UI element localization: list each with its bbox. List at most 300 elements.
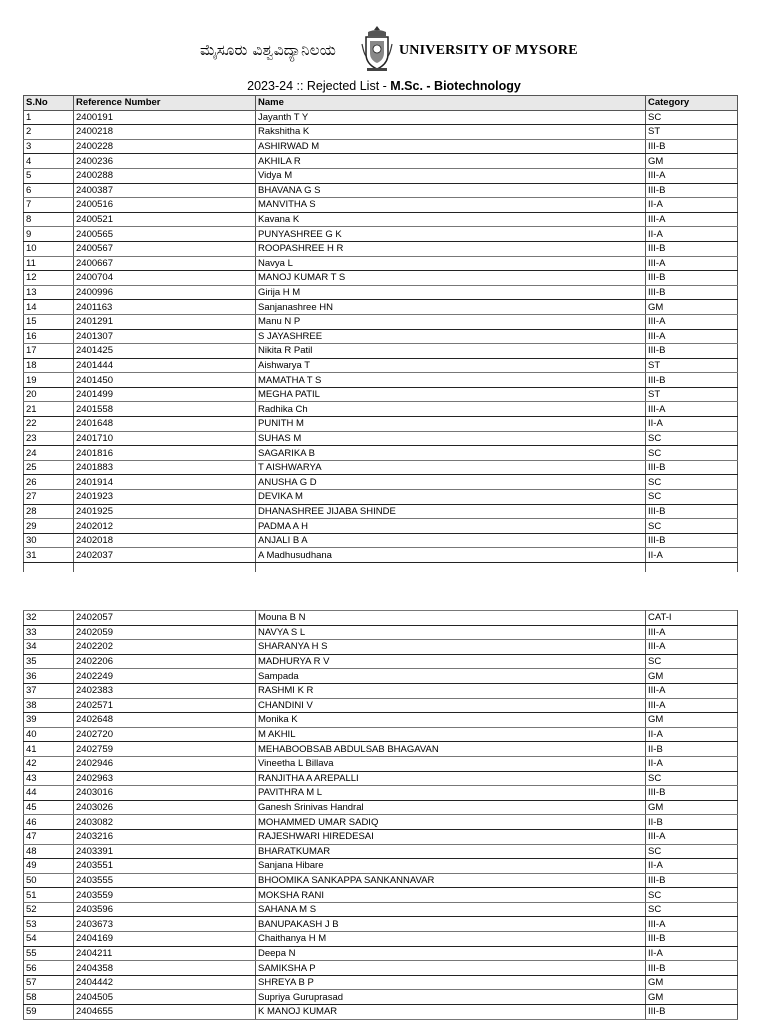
name-cell: Sampada	[256, 669, 646, 684]
category-cell: II-A	[646, 227, 738, 242]
category-cell: II-A	[646, 417, 738, 432]
category-cell: II-A	[646, 198, 738, 213]
reference-number-cell: 2404169	[74, 932, 256, 947]
sno-cell: 48	[24, 844, 74, 859]
sno-cell: 29	[24, 519, 74, 534]
category-cell: SC	[646, 902, 738, 917]
category-cell: III-B	[646, 241, 738, 256]
reference-number-cell: 2403216	[74, 829, 256, 844]
name-cell: RASHMI K R	[256, 683, 646, 698]
name-cell: A Madhusudhana	[256, 548, 646, 563]
category-cell: SC	[646, 446, 738, 461]
name-cell: Kavana K	[256, 212, 646, 227]
reference-number-cell: 2402206	[74, 654, 256, 669]
reference-number-cell: 2403016	[74, 786, 256, 801]
name-cell: BHAVANA G S	[256, 183, 646, 198]
category-cell: II-B	[646, 742, 738, 757]
reference-number-cell: 2401444	[74, 358, 256, 373]
sno-cell: 35	[24, 654, 74, 669]
category-cell: III-B	[646, 932, 738, 947]
table-row	[24, 932, 738, 947]
column-header-name: Name	[256, 96, 646, 111]
sno-cell: 30	[24, 533, 74, 548]
sno-cell: 4	[24, 154, 74, 169]
sno-cell: 26	[24, 475, 74, 490]
table-row	[24, 417, 738, 432]
sno-cell: 51	[24, 888, 74, 903]
reference-number-cell: 2401923	[74, 490, 256, 505]
name-cell: ASHIRWAD M	[256, 139, 646, 154]
table-row	[24, 683, 738, 698]
reference-number-cell: 2402759	[74, 742, 256, 757]
title-prefix: 2023-24 :: Rejected List -	[247, 79, 391, 93]
name-cell: MANVITHA S	[256, 198, 646, 213]
table-row	[24, 344, 738, 359]
name-cell: T AISHWARYA	[256, 460, 646, 475]
table-row	[24, 888, 738, 903]
name-cell: Vineetha L Billava	[256, 756, 646, 771]
table-row	[24, 490, 738, 505]
reference-number-cell: 2401710	[74, 431, 256, 446]
name-cell: S JAYASHREE	[256, 329, 646, 344]
table-row	[24, 800, 738, 815]
table-row	[24, 387, 738, 402]
table-row	[24, 504, 738, 519]
category-cell: SC	[646, 431, 738, 446]
category-cell: CAT-I	[646, 611, 738, 626]
name-cell: PADMA A H	[256, 519, 646, 534]
category-cell: SC	[646, 490, 738, 505]
sno-cell: 3	[24, 139, 74, 154]
name-cell: SUHAS M	[256, 431, 646, 446]
table-row	[24, 329, 738, 344]
title-program: M.Sc. - Biotechnology	[390, 79, 521, 93]
table-row	[24, 227, 738, 242]
table-row	[24, 212, 738, 227]
sno-cell: 54	[24, 932, 74, 947]
sno-cell: 28	[24, 504, 74, 519]
category-cell: III-A	[646, 314, 738, 329]
name-cell: ROOPASHREE H R	[256, 241, 646, 256]
table-row	[24, 917, 738, 932]
sno-cell: 5	[24, 168, 74, 183]
reference-number-cell: 2403596	[74, 902, 256, 917]
category-cell: SC	[646, 771, 738, 786]
sno-cell: 22	[24, 417, 74, 432]
name-cell: Mouna B N	[256, 611, 646, 626]
table-row	[24, 640, 738, 655]
name-cell: SHREYA B P	[256, 975, 646, 990]
name-cell: MADHURYA R V	[256, 654, 646, 669]
name-cell: SAHANA M S	[256, 902, 646, 917]
sno-cell: 44	[24, 786, 74, 801]
blank-cell	[256, 563, 646, 573]
reference-number-cell: 2400565	[74, 227, 256, 242]
name-cell: Nikita R Patil	[256, 344, 646, 359]
sno-cell: 46	[24, 815, 74, 830]
name-cell: Deepa N	[256, 946, 646, 961]
name-cell: Monika K	[256, 713, 646, 728]
category-cell: II-A	[646, 548, 738, 563]
category-cell: SC	[646, 654, 738, 669]
table-row	[24, 168, 738, 183]
reference-number-cell: 2401425	[74, 344, 256, 359]
page-header	[0, 22, 768, 72]
name-cell: MANOJ KUMAR T S	[256, 271, 646, 286]
sno-cell: 55	[24, 946, 74, 961]
reference-number-cell: 2401558	[74, 402, 256, 417]
category-cell: III-A	[646, 640, 738, 655]
category-cell: III-A	[646, 917, 738, 932]
reference-number-cell: 2403559	[74, 888, 256, 903]
category-cell: II-A	[646, 859, 738, 874]
name-cell: MOHAMMED UMAR SADIQ	[256, 815, 646, 830]
category-cell: GM	[646, 713, 738, 728]
reference-number-cell: 2400218	[74, 125, 256, 140]
reference-number-cell: 2402571	[74, 698, 256, 713]
category-cell: III-B	[646, 504, 738, 519]
sno-cell: 31	[24, 548, 74, 563]
name-cell: MOKSHA RANI	[256, 888, 646, 903]
table-row	[24, 271, 738, 286]
reference-number-cell: 2401163	[74, 300, 256, 315]
column-header-category: Category	[646, 96, 738, 111]
category-cell: III-A	[646, 256, 738, 271]
name-cell: Rakshitha K	[256, 125, 646, 140]
category-cell: SC	[646, 844, 738, 859]
sno-cell: 42	[24, 756, 74, 771]
table-row	[24, 859, 738, 874]
reference-number-cell: 2402946	[74, 756, 256, 771]
table-row	[24, 625, 738, 640]
sno-cell: 33	[24, 625, 74, 640]
name-cell: BHOOMIKA SANKAPPA SANKANNAVAR	[256, 873, 646, 888]
sno-cell: 17	[24, 344, 74, 359]
blank-row	[24, 563, 738, 573]
name-cell: Girija H M	[256, 285, 646, 300]
reference-number-cell: 2403391	[74, 844, 256, 859]
name-cell: AKHILA R	[256, 154, 646, 169]
category-cell: GM	[646, 800, 738, 815]
sno-cell: 20	[24, 387, 74, 402]
category-cell: II-A	[646, 727, 738, 742]
table-row	[24, 125, 738, 140]
category-cell: III-B	[646, 961, 738, 976]
table-row	[24, 533, 738, 548]
name-cell: Vidya M	[256, 168, 646, 183]
table-row	[24, 946, 738, 961]
sno-cell: 34	[24, 640, 74, 655]
reference-number-cell: 2403082	[74, 815, 256, 830]
name-cell: MEHABOOBSAB ABDULSAB BHAGAVAN	[256, 742, 646, 757]
category-cell: II-A	[646, 946, 738, 961]
sno-cell: 18	[24, 358, 74, 373]
reference-number-cell: 2401499	[74, 387, 256, 402]
category-cell: GM	[646, 990, 738, 1005]
table-row	[24, 844, 738, 859]
table-row	[24, 373, 738, 388]
name-cell: NAVYA S L	[256, 625, 646, 640]
sno-cell: 6	[24, 183, 74, 198]
university-emblem-icon	[360, 24, 394, 72]
table-row	[24, 713, 738, 728]
reference-number-cell: 2403551	[74, 859, 256, 874]
sno-cell: 58	[24, 990, 74, 1005]
column-header-reference-number: Reference Number	[74, 96, 256, 111]
name-cell: PUNITH M	[256, 417, 646, 432]
table-row	[24, 698, 738, 713]
table-row	[24, 446, 738, 461]
name-cell: Supriya Guruprasad	[256, 990, 646, 1005]
table-row	[24, 431, 738, 446]
sno-cell: 19	[24, 373, 74, 388]
reference-number-cell: 2402720	[74, 727, 256, 742]
name-cell: PUNYASHREE G K	[256, 227, 646, 242]
sno-cell: 16	[24, 329, 74, 344]
table-row	[24, 300, 738, 315]
reference-number-cell: 2400996	[74, 285, 256, 300]
sno-cell: 36	[24, 669, 74, 684]
table-row	[24, 460, 738, 475]
category-cell: III-A	[646, 698, 738, 713]
reference-number-cell: 2400704	[74, 271, 256, 286]
name-cell: ANJALI B A	[256, 533, 646, 548]
reference-number-cell: 2400516	[74, 198, 256, 213]
sno-cell: 9	[24, 227, 74, 242]
name-cell: PAVITHRA M L	[256, 786, 646, 801]
name-cell: Radhika Ch	[256, 402, 646, 417]
category-cell: III-B	[646, 183, 738, 198]
table-row	[24, 829, 738, 844]
category-cell: III-B	[646, 873, 738, 888]
category-cell: II-B	[646, 815, 738, 830]
name-cell: DHANASHREE JIJABA SHINDE	[256, 504, 646, 519]
sno-cell: 41	[24, 742, 74, 757]
reference-number-cell: 2402202	[74, 640, 256, 655]
reference-number-cell: 2402249	[74, 669, 256, 684]
reference-number-cell: 2402012	[74, 519, 256, 534]
name-cell: RANJITHA A AREPALLI	[256, 771, 646, 786]
sno-cell: 40	[24, 727, 74, 742]
sno-cell: 21	[24, 402, 74, 417]
category-cell: SC	[646, 519, 738, 534]
category-cell: GM	[646, 669, 738, 684]
table-row	[24, 873, 738, 888]
table-row	[24, 786, 738, 801]
category-cell: III-B	[646, 1005, 738, 1020]
sno-cell: 39	[24, 713, 74, 728]
rejected-list-table-page2	[23, 610, 738, 1020]
table-row	[24, 669, 738, 684]
category-cell: III-B	[646, 533, 738, 548]
name-cell: RAJESHWARI HIREDESAI	[256, 829, 646, 844]
table-row	[24, 154, 738, 169]
reference-number-cell: 2400191	[74, 110, 256, 125]
category-cell: II-A	[646, 756, 738, 771]
table-row	[24, 183, 738, 198]
sno-cell: 8	[24, 212, 74, 227]
name-cell: SHARANYA H S	[256, 640, 646, 655]
blank-cell	[646, 563, 738, 573]
category-cell: GM	[646, 300, 738, 315]
sno-cell: 52	[24, 902, 74, 917]
category-cell: III-A	[646, 625, 738, 640]
reference-number-cell: 2401883	[74, 460, 256, 475]
sno-cell: 38	[24, 698, 74, 713]
category-cell: GM	[646, 154, 738, 169]
reference-number-cell: 2401914	[74, 475, 256, 490]
name-cell: MAMATHA T S	[256, 373, 646, 388]
reference-number-cell: 2403555	[74, 873, 256, 888]
sno-cell: 1	[24, 110, 74, 125]
category-cell: III-B	[646, 786, 738, 801]
sno-cell: 7	[24, 198, 74, 213]
name-cell: MEGHA PATIL	[256, 387, 646, 402]
sno-cell: 10	[24, 241, 74, 256]
table-row	[24, 961, 738, 976]
category-cell: III-B	[646, 460, 738, 475]
sno-cell: 2	[24, 125, 74, 140]
category-cell: III-B	[646, 285, 738, 300]
category-cell: III-A	[646, 168, 738, 183]
reference-number-cell: 2402648	[74, 713, 256, 728]
sno-cell: 14	[24, 300, 74, 315]
category-cell: ST	[646, 358, 738, 373]
reference-number-cell: 2400667	[74, 256, 256, 271]
category-cell: SC	[646, 888, 738, 903]
table-row	[24, 110, 738, 125]
reference-number-cell: 2404505	[74, 990, 256, 1005]
name-cell: DEVIKA M	[256, 490, 646, 505]
name-cell: Ganesh Srinivas Handral	[256, 800, 646, 815]
sno-cell: 56	[24, 961, 74, 976]
sno-cell: 47	[24, 829, 74, 844]
table-row	[24, 241, 738, 256]
name-cell: Navya L	[256, 256, 646, 271]
category-cell: III-A	[646, 402, 738, 417]
sno-cell: 43	[24, 771, 74, 786]
blank-cell	[24, 563, 74, 573]
reference-number-cell: 2400228	[74, 139, 256, 154]
blank-cell	[74, 563, 256, 573]
table-header-row	[24, 96, 738, 111]
table-row	[24, 654, 738, 669]
reference-number-cell: 2402383	[74, 683, 256, 698]
sno-cell: 24	[24, 446, 74, 461]
column-header-sno: S.No	[24, 96, 74, 111]
sno-cell: 25	[24, 460, 74, 475]
sno-cell: 45	[24, 800, 74, 815]
reference-number-cell: 2401648	[74, 417, 256, 432]
table-row	[24, 611, 738, 626]
category-cell: III-B	[646, 139, 738, 154]
sno-cell: 15	[24, 314, 74, 329]
reference-number-cell: 2402037	[74, 548, 256, 563]
reference-number-cell: 2404211	[74, 946, 256, 961]
sno-cell: 37	[24, 683, 74, 698]
sno-cell: 13	[24, 285, 74, 300]
reference-number-cell: 2404655	[74, 1005, 256, 1020]
category-cell: III-A	[646, 212, 738, 227]
table-row	[24, 402, 738, 417]
reference-number-cell: 2401925	[74, 504, 256, 519]
name-cell: Aishwarya T	[256, 358, 646, 373]
sno-cell: 57	[24, 975, 74, 990]
reference-number-cell: 2400288	[74, 168, 256, 183]
table-row	[24, 815, 738, 830]
reference-number-cell: 2400567	[74, 241, 256, 256]
table-row	[24, 285, 738, 300]
sno-cell: 49	[24, 859, 74, 874]
name-cell: SAMIKSHA P	[256, 961, 646, 976]
page-title	[0, 79, 768, 93]
category-cell: III-B	[646, 373, 738, 388]
name-cell: SAGARIKA B	[256, 446, 646, 461]
reference-number-cell: 2400521	[74, 212, 256, 227]
name-cell: Sanjanashree HN	[256, 300, 646, 315]
sno-cell: 27	[24, 490, 74, 505]
table-row	[24, 139, 738, 154]
sno-cell: 50	[24, 873, 74, 888]
name-cell: BANUPAKASH J B	[256, 917, 646, 932]
category-cell: III-A	[646, 829, 738, 844]
reference-number-cell: 2402963	[74, 771, 256, 786]
reference-number-cell: 2402057	[74, 611, 256, 626]
category-cell: GM	[646, 975, 738, 990]
sno-cell: 53	[24, 917, 74, 932]
name-cell: BHARATKUMAR	[256, 844, 646, 859]
category-cell: ST	[646, 125, 738, 140]
reference-number-cell: 2403026	[74, 800, 256, 815]
reference-number-cell: 2401291	[74, 314, 256, 329]
sno-cell: 12	[24, 271, 74, 286]
reference-number-cell: 2401816	[74, 446, 256, 461]
category-cell: SC	[646, 475, 738, 490]
rejected-list-table-page1	[23, 95, 738, 572]
sno-cell: 32	[24, 611, 74, 626]
name-cell: ANUSHA G D	[256, 475, 646, 490]
table-row	[24, 727, 738, 742]
table-row	[24, 548, 738, 563]
reference-number-cell: 2403673	[74, 917, 256, 932]
table-row	[24, 771, 738, 786]
category-cell: III-B	[646, 344, 738, 359]
category-cell: ST	[646, 387, 738, 402]
category-cell: III-A	[646, 329, 738, 344]
category-cell: SC	[646, 110, 738, 125]
kannada-university-name: ಮೈಸೂರು ವಿಶ್ವವಿದ್ಯಾನಿಲಯ	[200, 41, 337, 59]
category-cell: III-B	[646, 271, 738, 286]
sno-cell: 11	[24, 256, 74, 271]
table-row	[24, 975, 738, 990]
reference-number-cell: 2404442	[74, 975, 256, 990]
reference-number-cell: 2402018	[74, 533, 256, 548]
table-row	[24, 198, 738, 213]
name-cell: K MANOJ KUMAR	[256, 1005, 646, 1020]
sno-cell: 59	[24, 1005, 74, 1020]
reference-number-cell: 2402059	[74, 625, 256, 640]
reference-number-cell: 2401307	[74, 329, 256, 344]
name-cell: M AKHIL	[256, 727, 646, 742]
table-row	[24, 358, 738, 373]
reference-number-cell: 2400236	[74, 154, 256, 169]
table-row	[24, 990, 738, 1005]
reference-number-cell: 2401450	[74, 373, 256, 388]
university-name: UNIVERSITY OF MYSORE	[399, 43, 578, 58]
name-cell: Chaithanya H M	[256, 932, 646, 947]
table-row	[24, 902, 738, 917]
table-row	[24, 519, 738, 534]
